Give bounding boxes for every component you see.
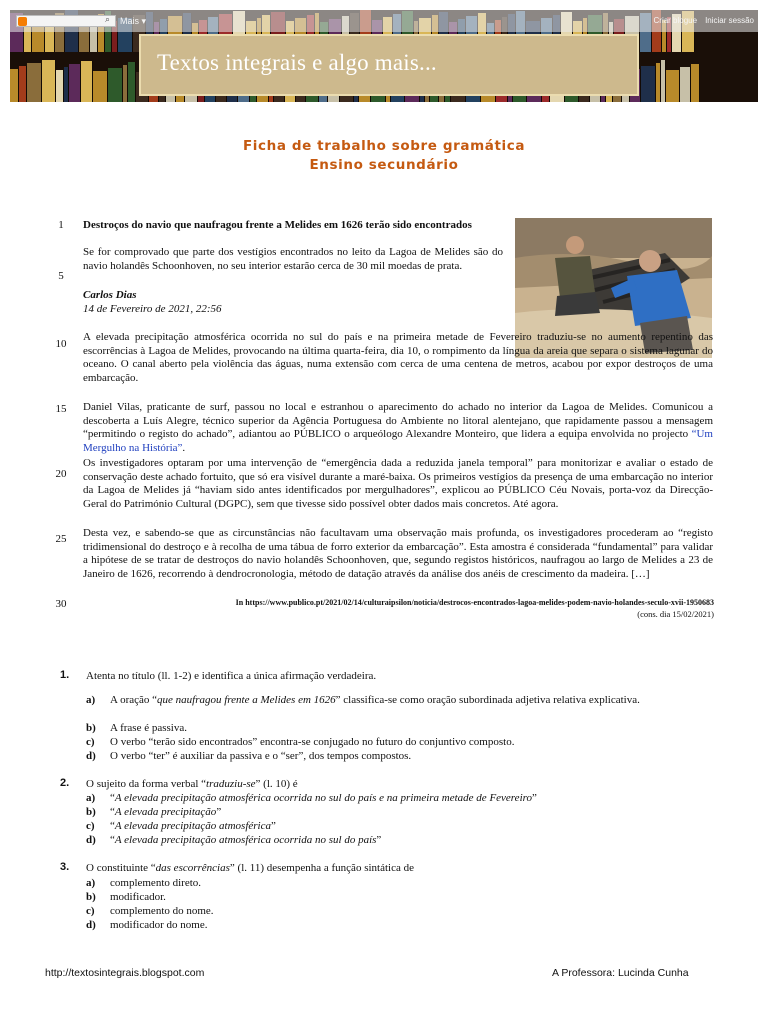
option-text: O verbo “terão sido encontrados” encontra-se conjugado no futuro do conjuntivo composto.: [110, 736, 515, 748]
line-number-25: 25: [55, 533, 67, 545]
blog-title[interactable]: Textos integrais e algo mais...: [157, 50, 437, 75]
book-spine: [10, 69, 19, 102]
consult-date: (cons. dia 15/02/2021): [637, 609, 714, 619]
blog-title-plate: [139, 34, 639, 96]
option-text: [110, 806, 720, 820]
navbar-search-input[interactable]: [16, 15, 116, 27]
option-letter: d): [86, 750, 96, 762]
question-2-number: 2.: [60, 777, 70, 789]
option-letter: c): [86, 820, 95, 832]
book-spine: [108, 68, 123, 102]
option-letter: b): [86, 891, 96, 903]
source-url-link[interactable]: https://www.publico.pt/2021/02/14/culturaipsilon/noticia/destrocos-encontrados-lagoa-melides-podem-navio-holandes-seculo-xvii-1950683: [245, 598, 714, 607]
project-link[interactable]: “Um Mergulho na História”: [83, 428, 713, 454]
question-3-option-d[interactable]: [86, 919, 720, 933]
book-spine: [81, 61, 93, 102]
blogger-icon[interactable]: [18, 17, 27, 26]
article-date: 14 de Fevereiro de 2021, 22:56: [83, 303, 222, 315]
book-spine: [691, 64, 700, 102]
question-2-option-a[interactable]: [86, 792, 720, 806]
option-text-post: ” classifica-se como oração subordinada adjetiva relativa explicativa.: [335, 694, 640, 706]
question-2-option-c[interactable]: [86, 820, 720, 834]
question-2-text-pre: O sujeito da forma verbal “: [86, 778, 207, 790]
book-spine: [666, 70, 680, 102]
book-spine: [69, 64, 81, 102]
question-2-text-em: traduziu-se: [206, 778, 256, 790]
question-1-number: 1.: [60, 669, 70, 681]
question-3-option-c[interactable]: [86, 905, 720, 919]
option-text-pre: “: [110, 792, 115, 804]
question-1-option-a[interactable]: [86, 694, 720, 722]
footer-blog-url[interactable]: http://textosintegrais.blogspot.com: [45, 967, 205, 979]
create-blog-link[interactable]: Criar blogue: [653, 16, 698, 25]
option-text-pre: “: [110, 806, 115, 818]
book-spine: [128, 62, 136, 102]
line-number-30: 30: [55, 598, 67, 610]
worksheet-title: Ficha de trabalho sobre gramática: [242, 138, 526, 154]
article-paragraph-4: Desta vez, e sabendo-se que as circunstâncias não facultavam uma observação mais profunda, os investigadores procederam ao “registo tridimensional do destroço e à recolha de uma tábua de forro exterior da embarcação”. Esta amostra é considerada “fundamental” para validar a hipótese de se tratar de destroços do navio holandês Schoonhoven, que, segundo registos históricos, naufragou ao largo de Melides a 23 de Janeiro de 1626, recorrendo à dendrocronologia, método de datação através da análise dos anéis de crescimento da madeira. […]: [83, 527, 713, 580]
option-text-pre: “: [110, 820, 115, 832]
book-spine: [42, 60, 56, 102]
question-1-option-b[interactable]: [86, 722, 720, 736]
worksheet-subtitle: Ensino secundário: [309, 157, 459, 173]
navbar-more-link[interactable]: Mais ▾: [120, 16, 147, 26]
option-letter: c): [86, 905, 95, 917]
line-number-1: 1: [58, 219, 64, 231]
option-text: complemento direto.: [110, 877, 202, 889]
option-text: O verbo “ter” é auxiliar da passiva e o “ser”, dos tempos compostos.: [110, 750, 412, 762]
source-prefix: In: [235, 598, 246, 607]
option-text: [110, 792, 720, 806]
article-paragraph-1: [83, 331, 713, 385]
option-text-em: A elevada precipitação atmosférica ocorrida no sul do país e na primeira metade de Fevereiro: [114, 792, 532, 804]
option-text: modificador.: [110, 891, 166, 903]
option-text: modificador do nome.: [110, 919, 208, 931]
question-2-text-post: ” (l. 10) é: [255, 778, 298, 790]
question-2-option-b[interactable]: [86, 806, 720, 820]
footer-teacher: A Professora: Lucinda Cunha: [552, 967, 689, 979]
article-source: [96, 598, 714, 607]
option-text-post: ”: [376, 834, 382, 846]
question-1-text: Atenta no título (ll. 1-2) e identifica a única afirmação verdadeira.: [86, 670, 377, 682]
question-2-text: [86, 778, 716, 790]
option-text-pre: “: [110, 834, 115, 846]
option-letter: c): [86, 736, 95, 748]
option-letter: b): [86, 806, 96, 818]
option-text: complemento do nome.: [110, 905, 214, 917]
option-text-post: ”: [532, 792, 537, 804]
option-text-post: ”: [271, 820, 276, 832]
sign-in-link[interactable]: Iniciar sessão: [705, 16, 754, 25]
question-3-number: 3.: [60, 861, 70, 873]
question-3-text: [86, 862, 716, 874]
book-spine: [93, 71, 108, 102]
option-text: [110, 694, 720, 708]
book-spine: [27, 63, 42, 102]
line-number-5: 5: [58, 270, 64, 282]
article-headline: Destroços do navio que naufragou frente a Melides em 1626 terão sido encontrados: [83, 219, 472, 231]
option-text: A frase é passiva.: [110, 722, 187, 734]
option-text-em: A elevada precipitação: [114, 806, 217, 818]
paragraph-1-text: A elevada precipitação atmosférica ocorrida no sul do país e na primeira metade de Fevereiro traduziu-se no aumento repentino das escorrências à Lagoa de Melides, provocando na última quarta-feira, dia 10, o rompimento da língua da areia que separa o sistema lagunar do oceano. O canal aberto pela violência das águas, numa extensão com cerca de uma centena de metros, acabou por expor destroços de uma embarcação.: [83, 331, 713, 384]
book-spine: [19, 66, 27, 102]
navbar-right: [654, 16, 755, 25]
question-3-text-em: das escorrências: [155, 862, 230, 874]
article-paragraph-2: [83, 401, 713, 455]
option-text-em: A elevada precipitação atmosférica ocorrida no sul do país: [114, 834, 377, 846]
option-letter: d): [86, 834, 96, 846]
line-number-15: 15: [55, 403, 67, 415]
question-3-option-a[interactable]: [86, 877, 720, 891]
option-letter: a): [86, 877, 96, 889]
article-lead: Se for comprovado que parte dos vestígios encontrados no leito da Lagoa de Melides são do navio holandês Schoonhoven, no seu interior estarão cerca de 30 mil moedas de prata.: [83, 246, 503, 272]
option-letter: a): [86, 694, 96, 706]
book-spine: [680, 67, 691, 102]
option-text-em: A elevada precipitação atmosférica: [114, 820, 271, 832]
option-text-pre: A oração “: [110, 694, 158, 706]
option-text: [110, 820, 720, 834]
question-3-text-post: ” (l. 11) desempenha a função sintática de: [229, 862, 414, 874]
search-icon[interactable]: ⌕: [105, 15, 111, 25]
question-2-option-d[interactable]: [86, 834, 720, 848]
paragraph-2-text: Daniel Vilas, praticante de surf, passou no local e estranhou o aparecimento do achado no interior da Lagoa de Melides. Comunicou a descoberta a Luís Alegre, técnico superior da Agência Portuguesa do Ambiente no litoral alentejano, que rapidamente passou a mensagem “permitindo o registo do achado”, adiantou ao PÚBLICO o arqueólogo Alexandre Monteiro, que lidera a equipa envolvida no projecto: [83, 401, 713, 441]
option-letter: a): [86, 792, 96, 804]
question-3-option-b[interactable]: [86, 891, 720, 905]
option-text: [110, 834, 720, 848]
article-paragraph-3: Os investigadores optaram por uma intervenção de “emergência dada a reduzida janela temporal” para monitorizar e avaliar o estado de conservação deste achado fortuito, que só era visível durante a maré-baixa. Os primeiros vestígios da presença de uma embarcação no interior da Lagoa de Melides já “haviam sido antes identificados por mergulhadores”, explicou ao PÚBLICO Céu Novais, porta-voz da Direcção-Geral do Património Cultural (DGPC), sem que tivesse sido possível obter dados mais concretos. Até agora.: [83, 457, 713, 510]
line-number-20: 20: [55, 468, 67, 480]
paragraph-2-end: .: [182, 441, 186, 454]
book-spine: [641, 66, 656, 102]
option-text-post: ”: [216, 806, 222, 818]
question-1-option-d[interactable]: [86, 750, 720, 764]
book-spine: [56, 70, 64, 102]
blog-banner: [10, 10, 758, 102]
option-letter: b): [86, 722, 96, 734]
question-3-text-pre: O constituinte “: [86, 862, 156, 874]
line-number-10: 10: [55, 338, 67, 350]
option-text-em: que naufragou frente a Melides em 1626: [157, 694, 336, 706]
article-author: Carlos Dias: [83, 289, 137, 301]
blogger-navbar: [10, 10, 758, 32]
option-letter: d): [86, 919, 96, 931]
question-1-option-c[interactable]: [86, 736, 720, 750]
